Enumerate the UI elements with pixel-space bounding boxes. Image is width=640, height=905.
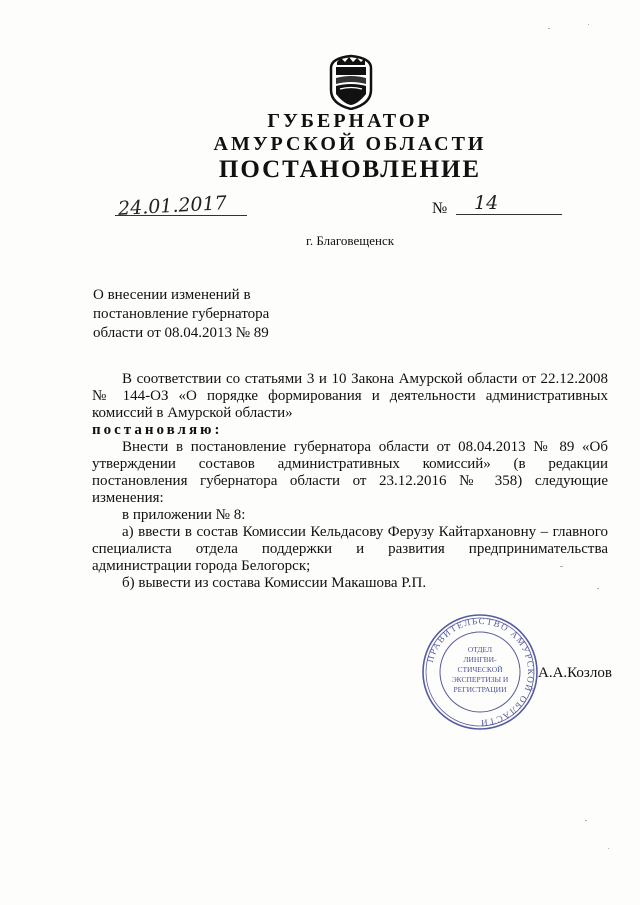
stamp-inner-line: СТИЧЕСКОЙ [457,665,503,674]
signatory-name: А.А.Козлов [538,665,612,681]
city-label: г. Благовещенск [305,233,395,248]
decree-word: постановляю: [92,422,223,438]
body-paragraph-1: Внести в постановление губернатора области от 08.04.2013 № 89 «Об утверждении составов административных комиссий» (в редакции постановления губернатора области от 23.12.2016 № 358) следующие изменения: [92,439,608,506]
stamp-inner-line: РЕГИСТРАЦИИ [453,685,507,694]
stamp-inner-line: ЛИНГВИ- [463,655,497,664]
scan-speck [548,28,550,29]
preamble-paragraph: В соответствии со статьями 3 и 10 Закона Амурской области от 22.12.2008 № 144-ОЗ «О порядке формирования и деятельности административных комиссий в Амурской области» [92,371,608,421]
decree-body [92,371,608,592]
stamp-outer-text: ПРАВИТЕЛЬСТВО АМУРСКОЙ ОБЛАСТИ [424,615,537,729]
official-stamp [420,612,540,732]
scan-speck [588,24,589,25]
body-paragraph-3: а) ввести в состав Комиссии Кельдасову Ферузу Кайтархановну – главного специалиста отдела поддержки и развития предпринимательства администрации города Белогорск; [92,524,608,574]
decree-subject: О внесении изменений в постановление губернатора области от 08.04.2013 № 89 [93,287,270,341]
coat-of-arms-icon [328,54,374,110]
scan-speck [560,566,563,567]
number-underline [456,214,562,215]
handwritten-number: 14 [474,192,499,214]
date-underline [115,215,247,216]
header-governor: ГУБЕРНАТОР [267,110,433,132]
header-region: АМУРСКОЙ ОБЛАСТИ [213,133,487,155]
body-paragraph-2: в приложении № 8: [122,507,246,523]
scan-speck [597,588,599,589]
document-type-title: ПОСТАНОВЛЕНИЕ [218,156,482,183]
stamp-inner-line: ОТДЕЛ [467,645,493,654]
number-label: № [432,200,448,217]
scan-speck [585,820,587,821]
handwritten-date: 24.01.2017 [117,192,228,220]
body-paragraph-4: б) вывести из состава Комиссии Макашова Р.П. [122,575,427,591]
scan-speck [608,848,609,849]
stamp-inner-line: ЭКСПЕРТИЗЫ И [451,675,509,684]
